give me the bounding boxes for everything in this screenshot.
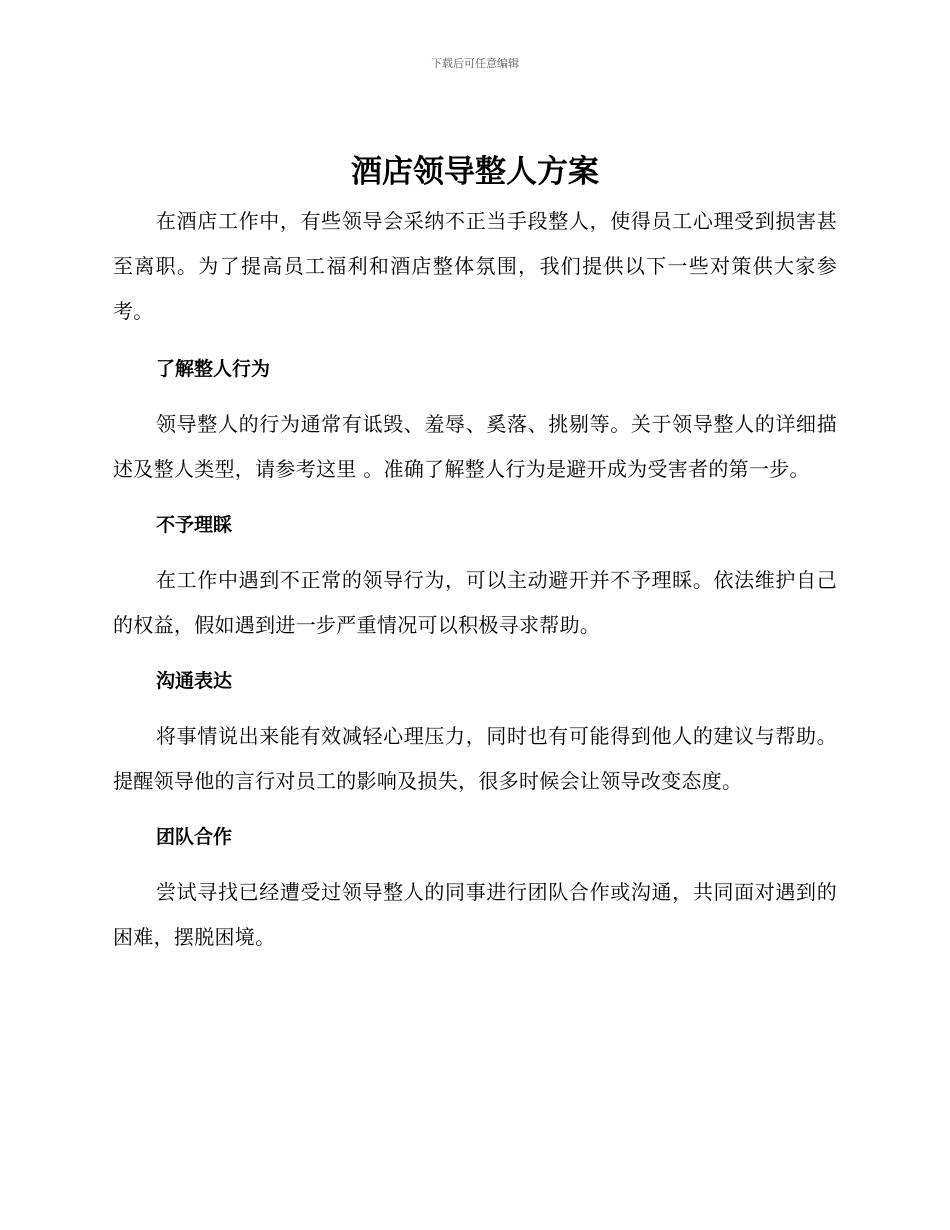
- section-heading-teamwork: 团队合作: [156, 826, 233, 848]
- section-heading-ignore: 不予理睬: [156, 514, 233, 536]
- header-note: 下载后可任意编辑: [431, 57, 519, 70]
- section-body-ignore: 在工作中遇到不正常的领导行为，可以主动避开并不予理睬。依法维护自己的权益，假如遇到进一步严重情况可以积极寻求帮助。: [113, 568, 837, 637]
- intro-paragraph: 在酒店工作中，有些领导会采纳不正当手段整人，使得员工心理受到损害甚至离职。为了提高员工福利和酒店整体氛围，我们提供以下一些对策供大家参考。: [113, 209, 837, 323]
- section-body-teamwork: 尝试寻找已经遭受过领导整人的同事进行团队合作或沟通，共同面对遇到的困难，摆脱困境。: [113, 880, 837, 949]
- section-heading-communicate: 沟通表达: [156, 670, 233, 692]
- section-body-understand: 领导整人的行为通常有诋毁、羞辱、奚落、挑剔等。关于领导整人的详细描述及整人类型，请参考这里 。准确了解整人行为是避开成为受害者的第一步。: [113, 412, 837, 481]
- document-body: [113, 199, 837, 960]
- section-body-communicate: 将事情说出来能有效减轻心理压力，同时也有可能得到他人的建议与帮助。提醒领导他的言行对员工的影响及损失，很多时候会让领导改变态度。: [113, 724, 837, 793]
- section-heading-understand: 了解整人行为: [156, 358, 271, 380]
- document-title: 酒店领导整人方案: [351, 154, 599, 190]
